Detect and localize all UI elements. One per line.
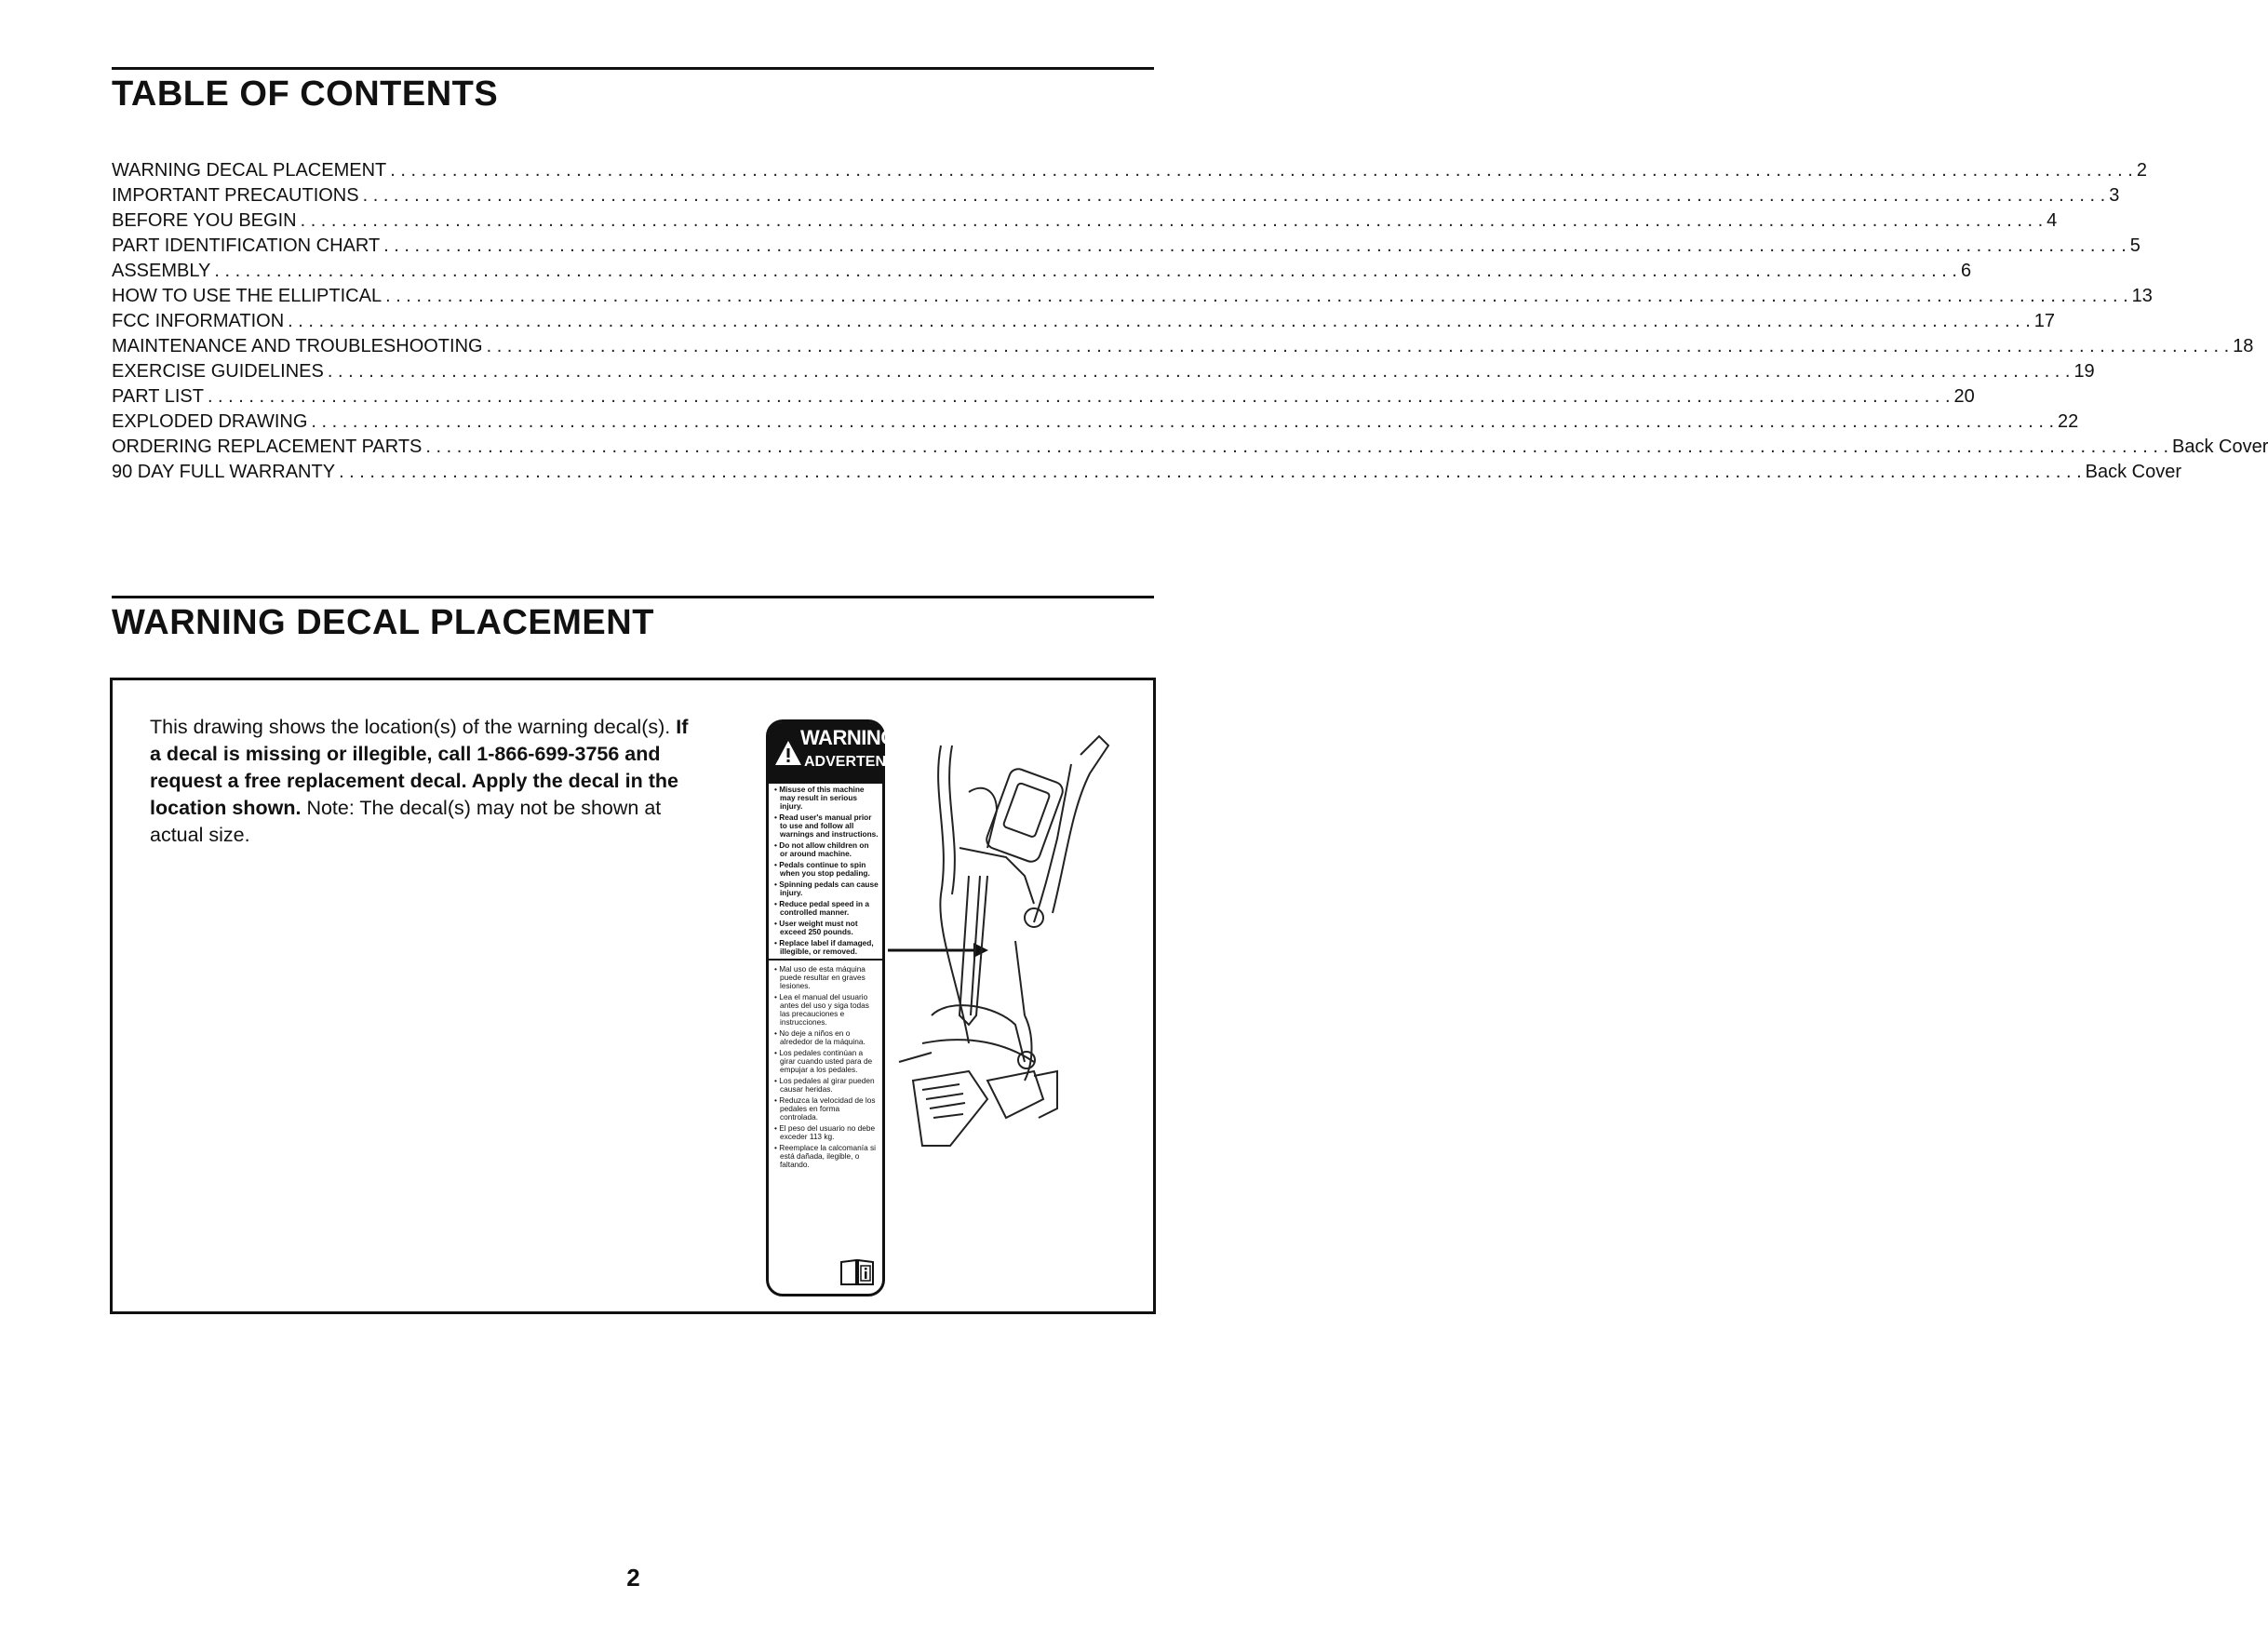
toc-entry-title: PART LIST <box>112 386 204 407</box>
toc-heading: TABLE OF CONTENTS <box>112 74 499 114</box>
toc-entry <box>112 384 1975 410</box>
toc-entry <box>112 359 2095 384</box>
toc-leader-dots <box>208 384 1951 410</box>
decal-english-list <box>769 784 882 956</box>
toc-entry-title: WARNING DECAL PLACEMENT <box>112 160 387 181</box>
decal-warning-en: • Reduce pedal speed in a controlled manner. <box>774 900 879 917</box>
decal-intro: This drawing shows the location(s) of the warning decal(s). <box>150 716 671 738</box>
decal-warning-en: • Do not allow children on or around machine. <box>774 841 879 858</box>
decal-warning-es: • Lea el manual del usuario antes del uso y siga todas las precauciones e instrucciones. <box>774 993 879 1027</box>
toc-entry <box>112 435 2268 460</box>
toc-entry-title: IMPORTANT PRECAUTIONS <box>112 185 359 206</box>
toc-entry <box>112 460 2182 485</box>
toc-entry-title: EXPLODED DRAWING <box>112 411 308 432</box>
decal-warning-en: • Misuse of this machine may result in serious injury. <box>774 786 879 811</box>
warning-decal <box>766 719 912 1296</box>
toc-leader-dots <box>425 435 2168 460</box>
decal-title-es: ADVERTENCIA <box>804 754 912 770</box>
toc-leader-dots <box>487 334 2230 359</box>
decal-warning-es: • Los pedales al girar pueden causar heridas. <box>774 1077 879 1094</box>
toc-entry-page: 19 <box>2073 361 2095 382</box>
toc-entry-title: ORDERING REPLACEMENT PARTS <box>112 437 423 457</box>
toc-leader-dots <box>390 158 2133 183</box>
decal-warning-es: • Reemplace la calcomanía si está dañada, ilegible, o faltando. <box>774 1144 879 1169</box>
toc-entry-title: FCC INFORMATION <box>112 311 285 331</box>
toc-entry-title: HOW TO USE THE ELLIPTICAL <box>112 286 382 306</box>
toc-leader-dots <box>339 460 2082 485</box>
decal-warning-en: • Spinning pedals can cause injury. <box>774 880 879 897</box>
decal-warning-es: • No deje a niños en o alrededor de la máquina. <box>774 1029 879 1046</box>
decal-warning-en: • Pedals continue to spin when you stop pedaling. <box>774 861 879 878</box>
decal-warning-en: • Replace label if damaged, illegible, or removed. <box>774 939 879 956</box>
decal-warning-en: • User weight must not exceed 250 pounds. <box>774 920 879 936</box>
decal-warning-es: • Mal uso de esta máquina puede resultar en graves lesiones. <box>774 965 879 990</box>
toc-entry-page: 22 <box>2058 411 2079 432</box>
toc-entry-page: 2 <box>2136 160 2147 181</box>
decal-placement-box <box>110 678 1156 1314</box>
toc-entry-page: 3 <box>2109 185 2120 206</box>
decal-warning-es: • Reduzca la velocidad de los pedales en forma controlada. <box>774 1096 879 1122</box>
toc-entry <box>112 259 1972 284</box>
toc-entry-title: ASSEMBLY <box>112 261 211 281</box>
decal-bold-instructions: If a decal is missing or illegible, call 1-866-699-3756 and request a free replacement decal. Apply the decal in the location shown. <box>150 716 689 819</box>
toc-entry-page: Back Cover <box>2172 437 2268 457</box>
decal-instructions <box>150 714 699 849</box>
decal-warning-es: • El peso del usuario no debe exceder 113 kg. <box>774 1124 879 1141</box>
toc-entry <box>112 208 2058 234</box>
toc-leader-dots <box>301 208 2044 234</box>
toc-leader-dots <box>385 284 2128 309</box>
toc-entry-page: 5 <box>2129 235 2141 256</box>
toc-entry-title: 90 DAY FULL WARRANTY <box>112 462 336 482</box>
toc-entry-page: 6 <box>1960 261 1972 281</box>
toc-entry <box>112 234 2141 259</box>
toc-entry-page: Back Cover <box>2085 462 2182 482</box>
toc-list <box>112 158 2268 485</box>
toc-entry-page: 17 <box>2033 311 2056 331</box>
toc-entry-page: 18 <box>2233 336 2254 356</box>
toc-top-rule <box>112 67 1154 70</box>
page-number: 2 <box>626 1564 640 1592</box>
toc-leader-dots <box>288 309 2031 334</box>
toc-entry-page: 4 <box>2047 210 2058 231</box>
toc-leader-dots <box>214 259 1957 284</box>
toc-leader-dots <box>311 410 2054 435</box>
toc-entry <box>112 334 2254 359</box>
elliptical-machine-illustration <box>894 708 1146 1229</box>
warning-top-rule <box>112 596 1154 598</box>
warning-triangle-icon <box>774 739 802 767</box>
decal-note: Note: The decal(s) may not be shown at actual size. <box>150 797 662 846</box>
toc-entry-title: EXERCISE GUIDELINES <box>112 361 324 382</box>
decal-spanish-list <box>769 963 882 1169</box>
toc-entry <box>112 158 2147 183</box>
toc-entry-title: MAINTENANCE AND TROUBLESHOOTING <box>112 336 483 356</box>
toc-entry-page: 13 <box>2131 286 2153 306</box>
toc-entry <box>112 309 2056 334</box>
toc-leader-dots <box>383 234 2127 259</box>
toc-entry <box>112 410 2079 435</box>
toc-entry-page: 20 <box>1953 386 1975 407</box>
toc-leader-dots <box>328 359 2071 384</box>
decal-header <box>769 722 912 784</box>
toc-entry <box>112 183 2120 208</box>
manual-info-icon <box>839 1258 875 1286</box>
toc-entry <box>112 284 2153 309</box>
toc-entry-title: BEFORE YOU BEGIN <box>112 210 297 231</box>
warning-heading: WARNING DECAL PLACEMENT <box>112 603 654 642</box>
decal-warning-en: • Read user's manual prior to use and follow all warnings and instructions. <box>774 813 879 839</box>
decal-divider <box>769 959 882 961</box>
decal-warning-es: • Los pedales continúan a girar cuando usted para de empujar a los pedales. <box>774 1049 879 1074</box>
decal-title: WARNING <box>800 726 896 749</box>
toc-leader-dots <box>363 183 2106 208</box>
toc-entry-title: PART IDENTIFICATION CHART <box>112 235 381 256</box>
